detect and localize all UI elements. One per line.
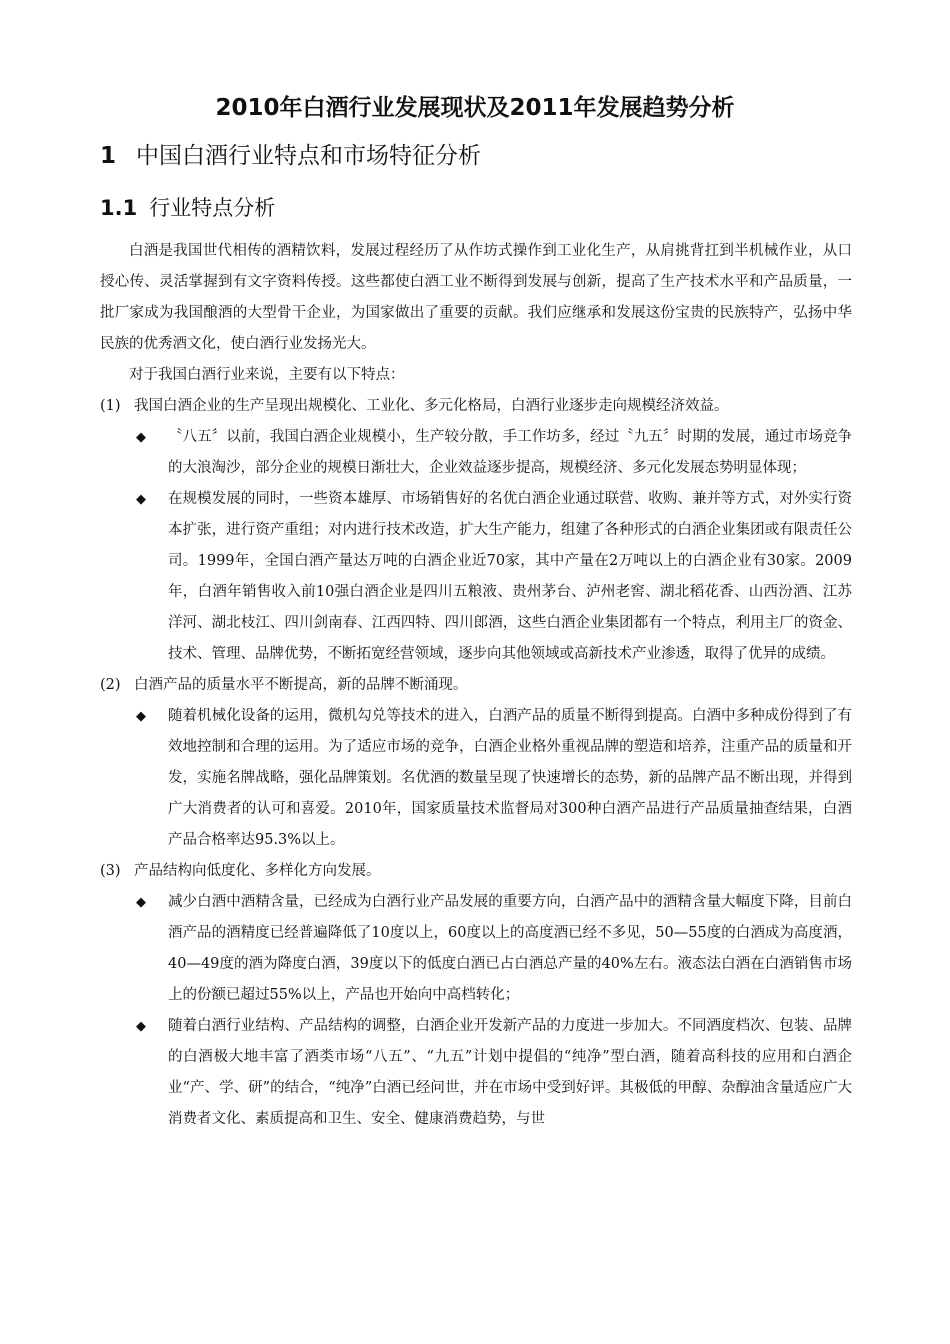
subsection-title: 行业特点分析 bbox=[149, 196, 276, 220]
bullet-text: 减少白酒中酒精含量，已经成为白酒行业产品发展的重要方向，白酒产品中的酒精含量大幅度下降，目前白酒产品的酒精度已经普遍降低了10度以上，60度以上的高度酒已经不多见，50—55度的白酒成为高度酒，40—49度的酒为降度白酒，39度以下的低度白酒已占白酒总产量的40%左右。液态法白酒在白酒销售市场上的份额已超过55%以上，产品也开始向中高档转化； bbox=[168, 894, 852, 1003]
item-text: 产品结构向低度化、多样化方向发展。 bbox=[134, 863, 381, 879]
bullet-text: 〝八五〞以前，我国白酒企业规模小，生产较分散，手工作坊多，经过〝九五〞时期的发展，通过市场竞争的大浪淘沙，部分企业的规模日渐壮大，企业效益逐步提高，规模经济、多元化发展态势明显体现； bbox=[168, 429, 852, 476]
item-text: 我国白酒企业的生产呈现出规模化、工业化、多元化格局，白酒行业逐步走向规模经济效益。 bbox=[134, 398, 729, 414]
bullet-item bbox=[100, 701, 852, 856]
diamond-bullet-icon: ◆ bbox=[136, 492, 146, 507]
diamond-bullet-icon: ◆ bbox=[136, 1019, 146, 1034]
item-text: 白酒产品的质量水平不断提高，新的品牌不断涌现。 bbox=[134, 677, 468, 693]
bullet-item bbox=[100, 1011, 852, 1135]
bullet-item bbox=[100, 484, 852, 670]
bullet-item bbox=[100, 422, 852, 484]
numbered-item bbox=[100, 856, 852, 887]
subsection-number: 1.1 bbox=[100, 196, 138, 220]
bullet-item bbox=[100, 887, 852, 1011]
bullet-text: 在规模发展的同时，一些资本雄厚、市场销售好的名优白酒企业通过联营、收购、兼并等方式，对外实行资本扩张，进行资产重组；对内进行技术改造，扩大生产能力，组建了各种形式的白酒企业集团或有限责任公司。1999年，全国白酒产量达万吨的白酒企业近70家，其中产量在2万吨以上的白酒企业有30家。2009年，白酒年销售收入前10强白酒企业是四川五粮液、贵州茅台、泸州老窖、湖北稻花香、山西汾酒、江苏洋河、湖北枝江、四川剑南春、江西四特、四川郎酒，这些白酒企业集团都有一个特点，利用主厂的资金、技术、管理、品牌优势，不断拓宽经营领域，逐步向其他领域或高新技术产业渗透，取得了优异的成绩。 bbox=[168, 491, 852, 662]
diamond-bullet-icon: ◆ bbox=[136, 895, 146, 910]
diamond-bullet-icon: ◆ bbox=[136, 430, 146, 445]
intro-paragraph: 白酒是我国世代相传的酒精饮料，发展过程经历了从作坊式操作到工业化生产，从肩挑背扛到半机械作业，从口授心传、灵活掌握到有文字资料传授。这些都使白酒工业不断得到发展与创新，提高了生产技术水平和产品质量，一批厂家成为我国酿酒的大型骨干企业，为国家做出了重要的贡献。我们应继承和发展这份宝贵的民族特产，弘扬中华民族的优秀酒文化，使白酒行业发扬光大。 bbox=[100, 243, 852, 352]
item-label: (3) bbox=[100, 863, 121, 879]
item-label: (2) bbox=[100, 677, 121, 693]
lead-paragraph: 对于我国白酒行业来说，主要有以下特点： bbox=[129, 367, 405, 383]
section-title: 中国白酒行业特点和市场特征分析 bbox=[136, 143, 482, 169]
document-body bbox=[100, 236, 852, 1135]
numbered-item bbox=[100, 391, 852, 422]
bullet-text: 随着白酒行业结构、产品结构的调整，白酒企业开发新产品的力度进一步加大。不同酒度档次、包装、品牌的白酒极大地丰富了酒类市场“八五”、“九五”计划中提倡的“纯净”型白酒，随着高科技的应用和白酒企业“产、学、研”的结合，“纯净”白酒已经问世，并在市场中受到好评。其极低的甲醇、杂醇油含量适应广大消费者文化、素质提高和卫生、安全、健康消费趋势，与世 bbox=[168, 1018, 852, 1127]
document-title: 2010年白酒行业发展现状及2011年发展趋势分析 bbox=[215, 95, 735, 121]
diamond-bullet-icon: ◆ bbox=[136, 709, 146, 724]
section-number: 1 bbox=[100, 143, 117, 169]
item-label: (1) bbox=[100, 398, 121, 414]
numbered-item bbox=[100, 670, 852, 701]
bullet-text: 随着机械化设备的运用，微机勾兑等技术的进入，白酒产品的质量不断得到提高。白酒中多种成份得到了有效地控制和合理的运用。为了适应市场的竞争，白酒企业格外重视品牌的塑造和培养，注重产品的质量和开发，实施名牌战略，强化品牌策划。名优酒的数量呈现了快速增长的态势，新的品牌产品不断出现，并得到广大消费者的认可和喜爱。2010年，国家质量技术监督局对300种白酒产品进行产品质量抽查结果，白酒产品合格率达95.3%以上。 bbox=[168, 708, 852, 848]
section-heading-1 bbox=[100, 136, 481, 176]
section-heading-1-1 bbox=[100, 188, 275, 228]
